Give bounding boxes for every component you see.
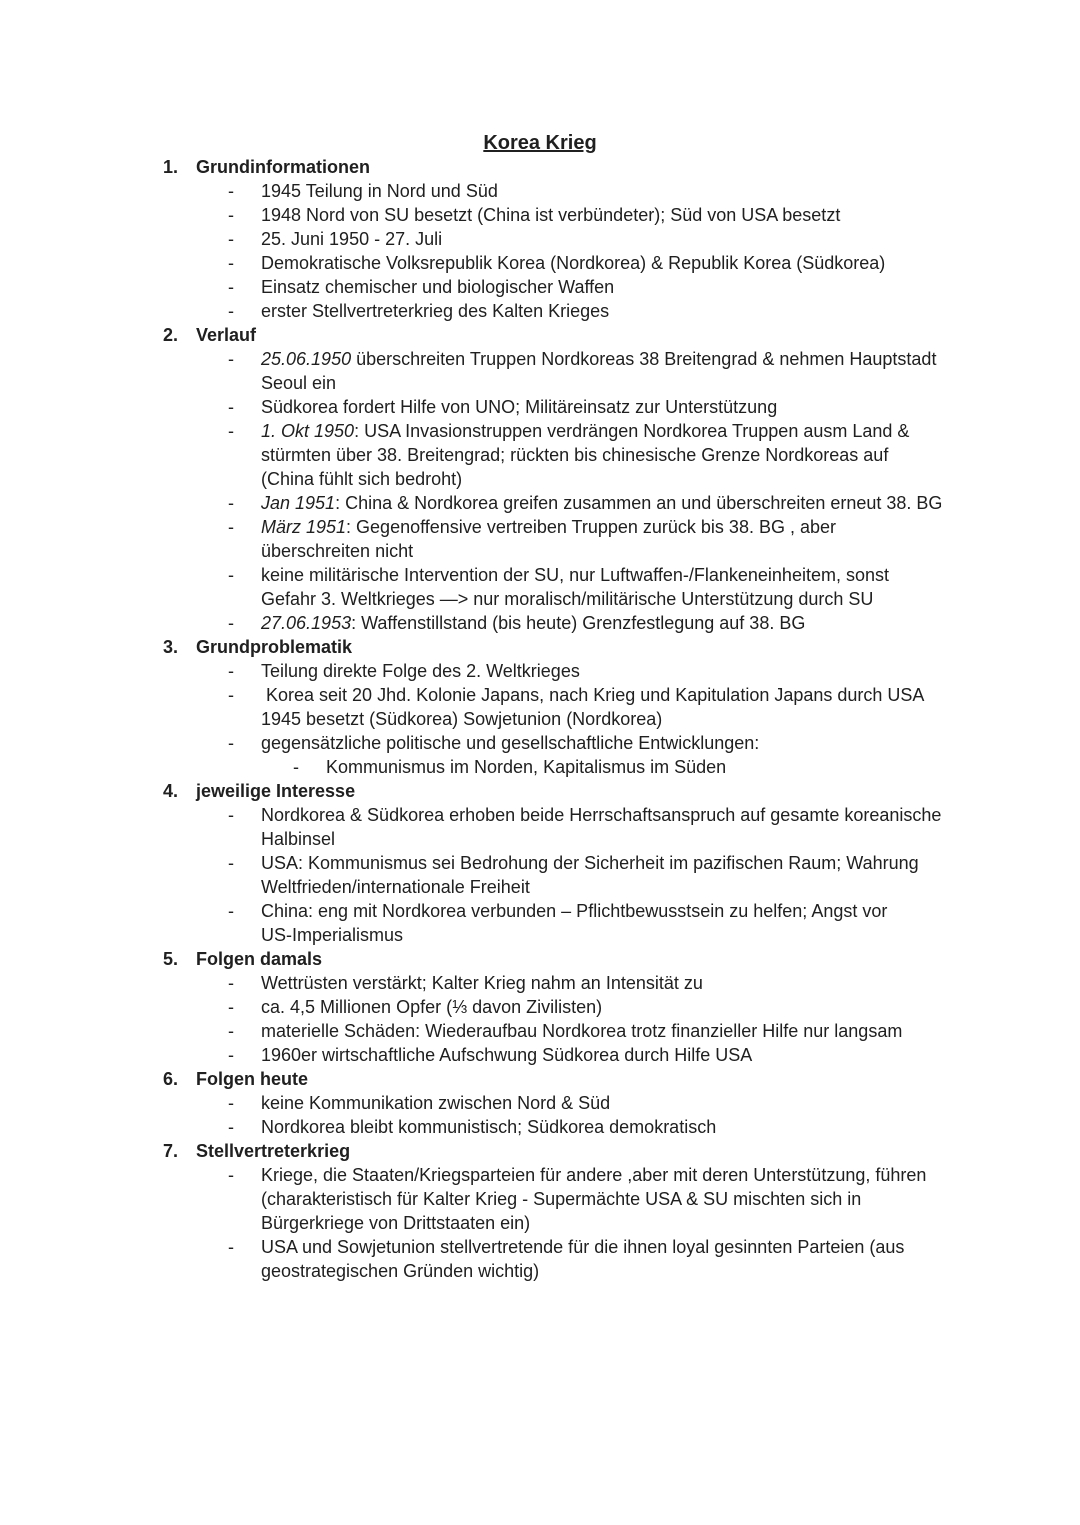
list-item: - Kriege, die Staaten/Kriegsparteien für andere ,aber mit deren Unterstützung, führen — [228, 1165, 927, 1185]
list-item-continuation: US-Imperialismus — [261, 925, 404, 945]
list-item: - ca. 4,5 Millionen Opfer (⅓ davon Zivilisten) — [228, 997, 603, 1017]
list-item-continuation: Bürgerkriege von Drittstaaten ein) — [261, 1213, 531, 1233]
page-title: Korea Krieg — [483, 132, 597, 154]
list-item-continuation: Seoul ein — [261, 373, 337, 393]
list-item-continuation: (charakteristisch für Kalter Krieg - Supermächte USA & SU mischten sich in — [261, 1189, 862, 1209]
list-item-continuation: 1945 besetzt (Südkorea) Sowjetunion (Nordkorea) — [261, 709, 663, 729]
list-item-continuation: überschreiten nicht — [261, 541, 414, 561]
list-item: - gegensätzliche politische und gesellschaftliche Entwicklungen: — [228, 733, 760, 753]
list-item: - Demokratische Volksrepublik Korea (Nordkorea) & Republik Korea (Südkorea) — [228, 253, 886, 273]
list-item: - keine Kommunikation zwischen Nord & Süd — [228, 1093, 611, 1113]
list-item-continuation: stürmten über 38. Breitengrad; rückten bis chinesische Grenze Nordkoreas auf — [261, 445, 889, 465]
list-item: - Teilung direkte Folge des 2. Weltkrieges — [228, 661, 580, 681]
section-heading: 7. Stellvertreterkrieg — [163, 1141, 351, 1161]
list-item: - erster Stellvertreterkrieg des Kalten Krieges — [228, 301, 610, 321]
section-heading: 1. Grundinformationen — [163, 157, 370, 177]
list-item: - Korea seit 20 Jhd. Kolonie Japans, nach Krieg und Kapitulation Japans durch USA — [228, 685, 925, 705]
list-item: - Wettrüsten verstärkt; Kalter Krieg nahm an Intensität zu — [228, 973, 703, 993]
section-heading: 6. Folgen heute — [163, 1069, 308, 1089]
list-item: - 25. Juni 1950 - 27. Juli — [228, 229, 443, 249]
list-item: - keine militärische Intervention der SU, nur Luftwaffen-/Flankeneinheitem, sonst — [228, 565, 889, 585]
section-heading: 2. Verlauf — [163, 325, 257, 345]
list-item: - Einsatz chemischer und biologischer Waffen — [228, 277, 615, 297]
list-item: - Nordkorea bleibt kommunistisch; Südkorea demokratisch — [228, 1117, 717, 1137]
list-item: - Nordkorea & Südkorea erhoben beide Herrschaftsanspruch auf gesamte koreanische — [228, 805, 942, 825]
section-heading: 5. Folgen damals — [163, 949, 323, 969]
list-item-continuation: Weltfrieden/internationale Freiheit — [261, 877, 530, 897]
list-item: - 27.06.1953: Waffenstillstand (bis heute) Grenzfestlegung auf 38. BG — [228, 613, 806, 633]
list-item: - 1960er wirtschaftliche Aufschwung Südkorea durch Hilfe USA — [228, 1045, 753, 1065]
list-item-continuation: Gefahr 3. Weltkrieges —> nur moralisch/militärische Unterstützung durch SU — [261, 589, 874, 609]
list-item-continuation: geostrategischen Gründen wichtig) — [261, 1261, 540, 1281]
list-item-continuation: (China fühlt sich bedroht) — [261, 469, 463, 489]
list-item: - 1948 Nord von SU besetzt (China ist verbündeter); Süd von USA besetzt — [228, 205, 841, 225]
section-heading: 3. Grundproblematik — [163, 637, 353, 657]
list-item: - 1. Okt 1950: USA Invasionstruppen verdrängen Nordkorea Truppen ausm Land & — [228, 421, 910, 441]
list-item: - März 1951: Gegenoffensive vertreiben Truppen zurück bis 38. BG , aber — [228, 517, 836, 537]
list-item: - Südkorea fordert Hilfe von UNO; Militäreinsatz zur Unterstützung — [228, 397, 778, 417]
list-item: - China: eng mit Nordkorea verbunden – Pflichtbewusstsein zu helfen; Angst vor — [228, 901, 888, 921]
list-item: - USA: Kommunismus sei Bedrohung der Sicherheit im pazifischen Raum; Wahrung — [228, 853, 919, 873]
list-item: - Jan 1951: China & Nordkorea greifen zusammen an und überschreiten erneut 38. BG — [228, 493, 943, 513]
list-item: - materielle Schäden: Wiederaufbau Nordkorea trotz finanzieller Hilfe nur langsam — [228, 1021, 903, 1041]
list-item: - 25.06.1950 überschreiten Truppen Nordkoreas 38 Breitengrad & nehmen Hauptstadt — [228, 349, 937, 369]
list-item: - 1945 Teilung in Nord und Süd — [228, 181, 498, 201]
section-heading: 4. jeweilige Interesse — [163, 781, 356, 801]
sub-list-item: - Kommunismus im Norden, Kapitalismus im Süden — [293, 757, 727, 777]
list-item-continuation: Halbinsel — [261, 829, 336, 849]
list-item: - USA und Sowjetunion stellvertretende für die ihnen loyal gesinnten Parteien (aus — [228, 1237, 905, 1257]
